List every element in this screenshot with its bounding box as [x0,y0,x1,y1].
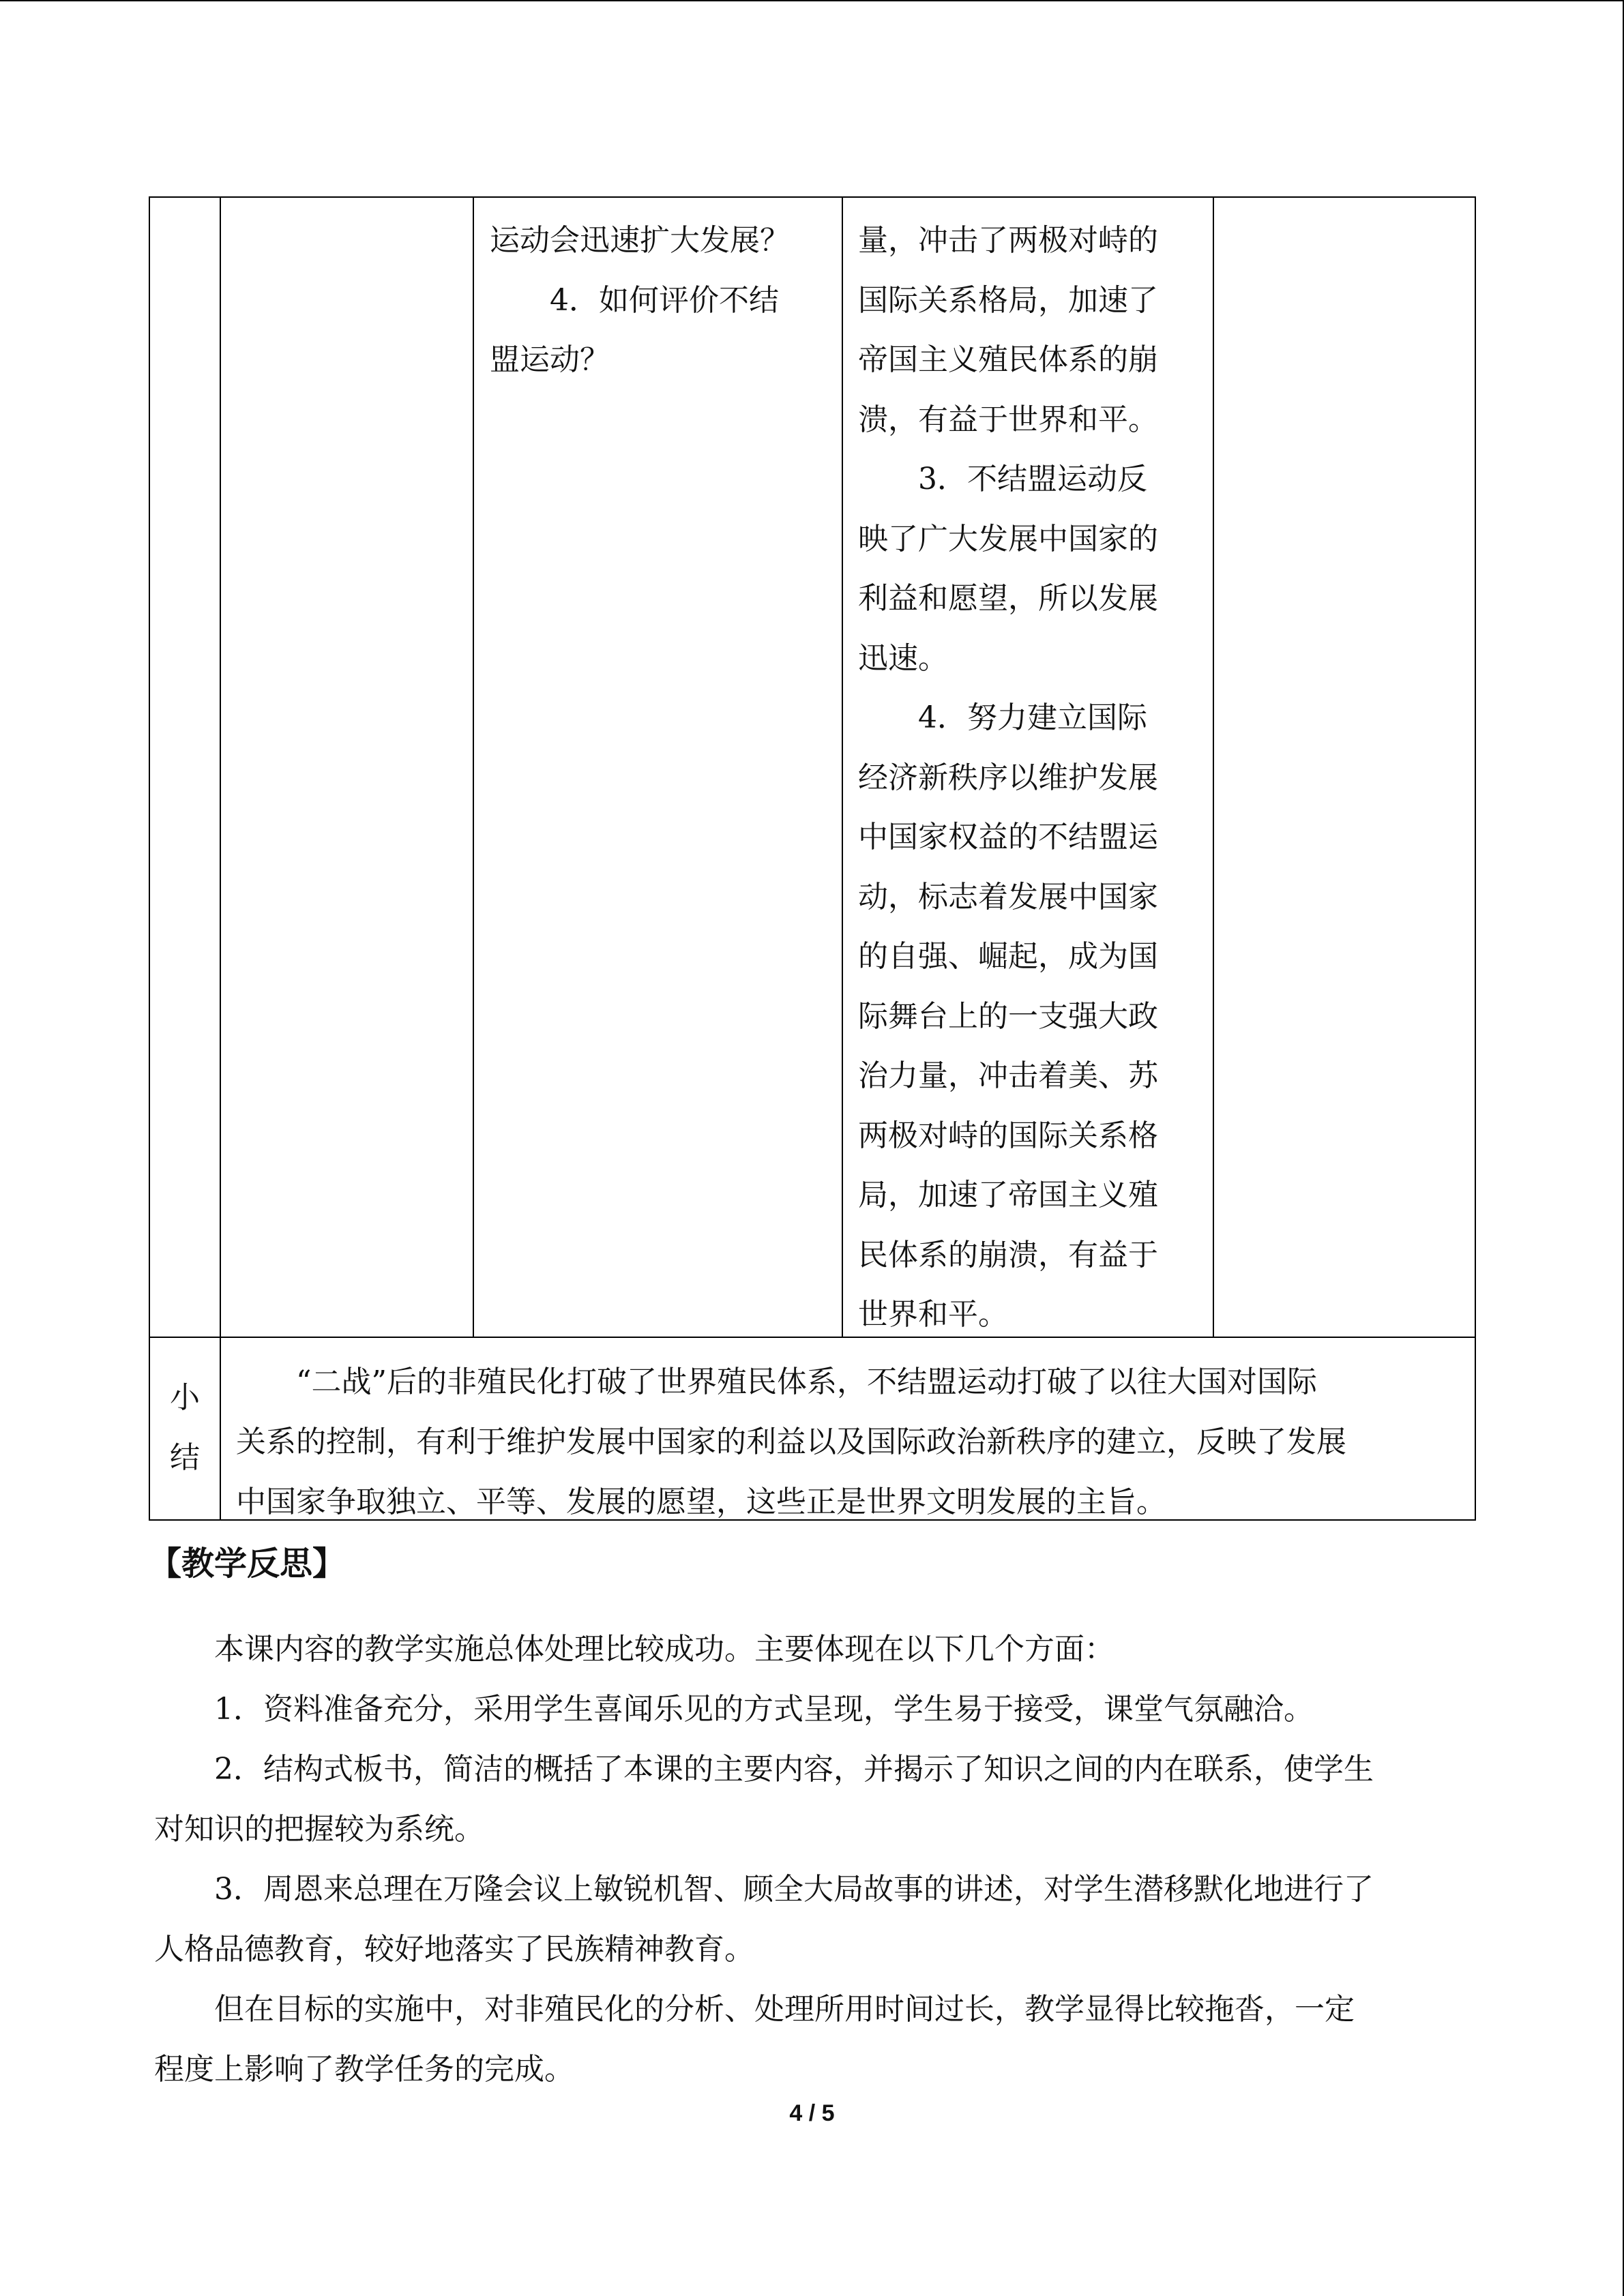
summary-label-char: 结 [170,1440,200,1475]
reflection-line: 程度上影响了教学任务的完成。 [154,2052,574,2087]
summary-label [149,1368,220,1487]
reflection-line: 但在目标的实施中，对非殖民化的分析、处理所用时间过长，教学显得比较拖沓，一定 [214,1992,1355,2027]
answer-line: 映了广大发展中国家的 [858,521,1158,556]
table-cell-stage [149,196,221,1338]
summary-line: 中国家争取独立、平等、发展的愿望，这些正是世界文明发展的主旨。 [236,1485,1166,1519]
reflection-line: 2．结构式板书，简洁的概括了本课的主要内容，并揭示了知识之间的内在联系，使学生 [214,1752,1374,1787]
reflection-heading: 【教学反思】 [149,1545,346,1583]
answer-line: 际舞台上的一支强大政 [858,998,1158,1034]
summary-line: 关系的控制，有利于维护发展中国家的利益以及国际政治新秩序的建立，反映了发展 [236,1425,1346,1459]
answer-line: 治力量，冲击着美、苏 [858,1058,1158,1093]
question-line: 运动会迅速扩大发展？ [490,223,790,258]
answer-line: 利益和愿望，所以发展 [858,581,1158,616]
answer-line: 的自强、崛起，成为国 [858,939,1158,974]
summary-line: “二战”后的非殖民化打破了世界殖民体系，不结盟运动打破了以往大国对国际 [296,1365,1317,1399]
answer-line: 量，冲击了两极对峙的 [858,223,1158,258]
reflection-body [154,1620,1477,2100]
answer-line: 溃，有益于世界和平。 [858,402,1158,437]
table-cell-notes [1213,196,1476,1338]
answer-line: 中国家权益的不结盟运 [858,820,1158,854]
summary-label-char: 小 [170,1380,200,1415]
answer-line: 4．努力建立国际 [918,700,1147,735]
reflection-line: 3．周恩来总理在万隆会议上敏锐机智、顾全大局故事的讲述，对学生潜移默化地进行了 [214,1872,1374,1907]
answer-line: 帝国主义殖民体系的崩 [858,342,1158,377]
reflection-line: 1．资料准备充分，采用学生喜闻乐见的方式呈现，学生易于接受，课堂气氛融洽。 [214,1692,1314,1727]
answer-line: 民体系的崩溃，有益于 [858,1237,1158,1272]
lesson-table [149,196,1476,1521]
answer-line: 迅速。 [858,640,948,676]
answer-line: 经济新秩序以维护发展 [858,760,1158,795]
questions-text [490,211,831,390]
reflection-line: 人格品德教育，较好地落实了民族精神教育。 [154,1932,754,1967]
answer-line: 国际关系格局，加速了 [858,282,1158,318]
reflection-line: 本课内容的教学实施总体处理比较成功。主要体现在以下几个方面： [214,1632,1114,1667]
answer-line: 3．不结盟运动反 [918,462,1147,496]
summary-text [236,1352,1464,1532]
question-line: 4．如何评价不结 [550,282,779,318]
reflection-line: 对知识的把握较为系统。 [154,1812,484,1847]
question-line: 盟运动？ [490,342,610,377]
answer-line: 世界和平。 [858,1297,1008,1332]
answer-line: 动，标志着发展中国家 [858,879,1158,914]
page-number: 4 / 5 [789,2100,835,2126]
answer-line: 局，加速了帝国主义殖 [858,1178,1158,1212]
answers-text [858,211,1206,1345]
table-cell-content [220,196,474,1338]
answer-line: 两极对峙的国际关系格 [858,1118,1158,1153]
